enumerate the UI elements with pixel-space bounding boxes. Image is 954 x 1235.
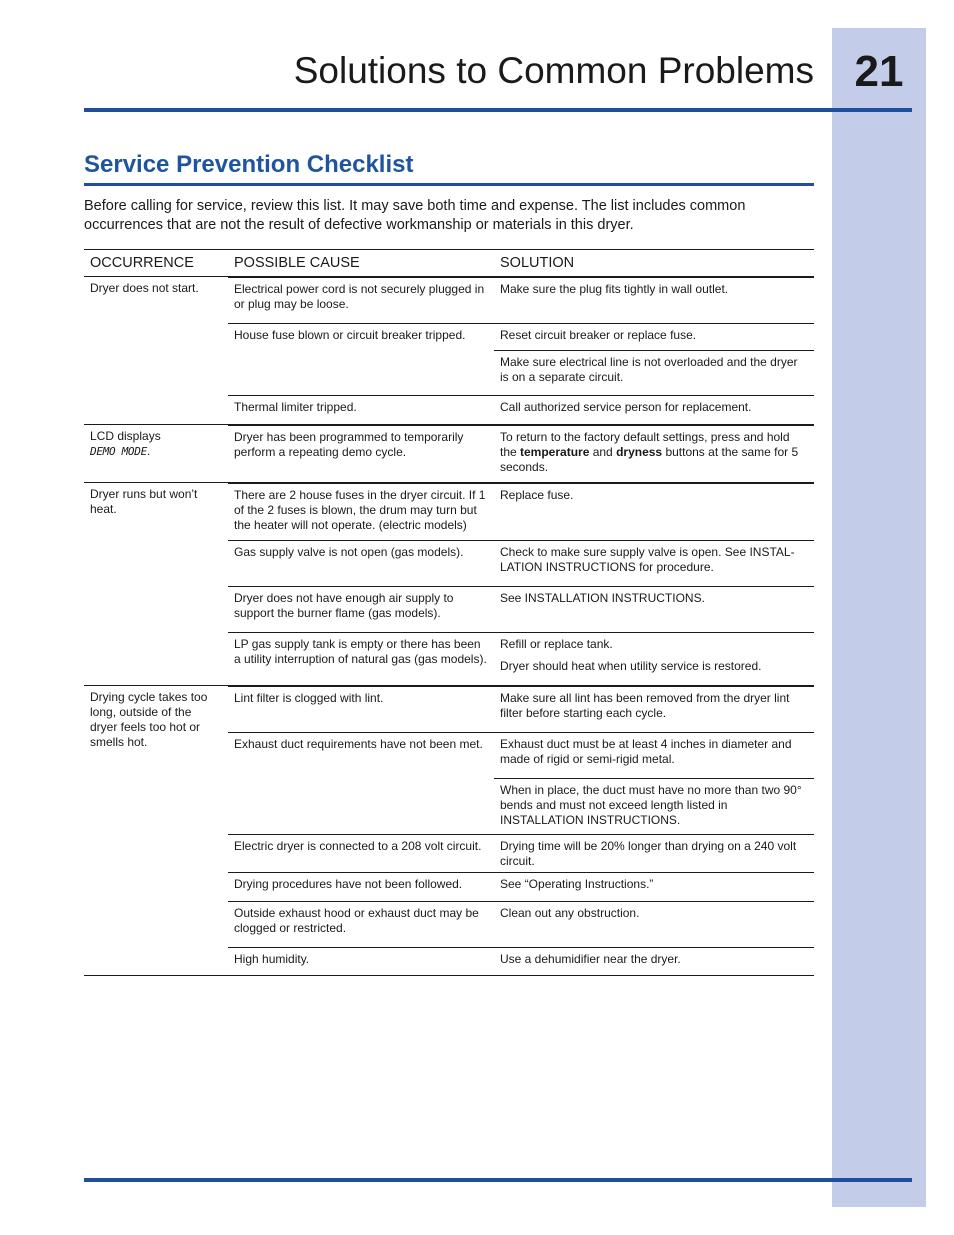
cause-cell: Outside exhaust hood or exhaust duct may be clogged or restricted. [234,906,479,935]
solution-cell: Exhaust duct must be at least 4 inches in diameter and made of rigid or semi-rigid metal. [500,737,792,766]
table-row [228,586,814,632]
cause-cell: Gas supply valve is not open (gas models). [234,545,464,559]
cause-cell: Thermal limiter tripped. [234,400,357,414]
cause-cell: Exhaust duct requirements have not been met. [234,737,483,751]
solution-cell: Make sure the plug fits tightly in wall outlet. [500,282,729,296]
cause-cell: High humidity. [234,952,310,966]
table-row [228,947,814,975]
table-row [228,483,814,540]
header-solution: SOLUTION [500,255,575,271]
table-row [228,834,814,872]
table-row [228,277,814,323]
table-row [228,872,814,901]
section-rule [84,183,814,186]
solution-cell: Call authorized service person for replacement. [500,400,752,414]
occurrence-text: LCD displays [90,429,161,443]
cause-cell: There are 2 house fuses in the dryer circuit. If 1 of the 2 fuses is blown, the drum may turn but the heater will not operate. (electric models) [234,488,486,532]
intro-paragraph: Before calling for service, review this list. It may save both time and expense. The list includes common occurrences that are not the result of defective workmanship or materials in this dryer. [84,198,746,233]
cause-cell: Electric dryer is connected to a 208 volt circuit. [234,839,482,853]
solution-cell: Make sure all lint has been removed from the dryer lint filter before starting each cycle. [500,691,790,720]
header-possible-cause: POSSIBLE CAUSE [234,255,360,271]
group-lcd-demo-mode [84,425,814,483]
table-row [228,425,814,482]
group-no-heat [84,483,814,686]
solution-cell: Reset circuit breaker or replace fuse. [500,328,697,342]
cause-cell: Dryer has been programmed to temporarily perform a repeating demo cycle. [234,430,464,459]
occurrence-cell: LCD displays DEMO MODE. [90,429,161,458]
page-number: 21 [854,47,904,96]
checklist-table [84,249,814,976]
cause-cell: House fuse blown or circuit breaker tripped. [234,328,466,342]
solution-cell: To return to the factory default settings, press and hold the temperature and dryness buttons at the same for 5 seconds. [500,430,799,474]
section-title: Service Prevention Checklist [84,151,414,178]
header-occurrence: OCCURRENCE [90,255,194,271]
solution-cell: Dryer should heat when utility service is restored. [500,659,762,673]
top-rule [84,108,912,112]
table-row [228,395,814,424]
dryness-button-name: dryness [616,445,663,459]
solution-cell: Use a dehumidifier near the dryer. [500,952,681,966]
page-title: Solutions to Common Problems [293,50,814,91]
occurrence-cell: Dryer runs but won’t heat. [90,487,198,516]
solution-cell: See INSTALLATION INSTRUCTIONS. [500,591,705,605]
cause-cell: Drying procedures have not been followed. [234,877,463,891]
solution-cell: Make sure electrical line is not overloaded and the dryer is on a separate circuit. [494,350,814,395]
side-tab-bar [832,28,926,1207]
cause-cell: Electrical power cord is not securely plugged in or plug may be loose. [234,282,485,311]
table-header [84,249,814,277]
cause-cell: Lint filter is clogged with lint. [234,691,384,705]
solution-cell: Refill or replace tank. [500,637,613,651]
occurrence-cell: Dryer does not start. [90,281,199,295]
group-does-not-start [84,277,814,425]
temperature-button-name: temperature [520,445,590,459]
table-row [228,540,814,586]
solution-cell: Clean out any obstruction. [500,906,640,920]
cause-cell: Dryer does not have enough air supply to support the burner flame (gas models). [234,591,454,620]
demo-mode-display-text: DEMO MODE [90,445,147,458]
table-row [228,901,814,947]
solution-cell: When in place, the duct must have no more than two 90° bends and must not exceed length listed in INSTALLATION INSTRUCTIONS. [494,778,814,834]
cause-cell: LP gas supply tank is empty or there has been a utility interruption of natural gas (gas models). [234,637,487,666]
solution-cell: See “Operating Instructions.” [500,877,654,891]
solution-cell: Check to make sure supply valve is open. See INSTAL-LATION INSTRUCTIONS for procedure. [500,545,795,574]
table-row [228,323,814,395]
table-row [228,632,814,685]
solution-cell: Drying time will be 20% longer than drying on a 240 volt circuit. [500,839,797,868]
table-row [228,686,814,732]
group-long-drying [84,686,814,976]
bottom-rule [84,1178,912,1182]
table-row [228,732,814,834]
solution-cell: Replace fuse. [500,488,574,502]
occurrence-cell: Drying cycle takes too long, outside of the dryer feels too hot or smells hot. [90,690,208,749]
